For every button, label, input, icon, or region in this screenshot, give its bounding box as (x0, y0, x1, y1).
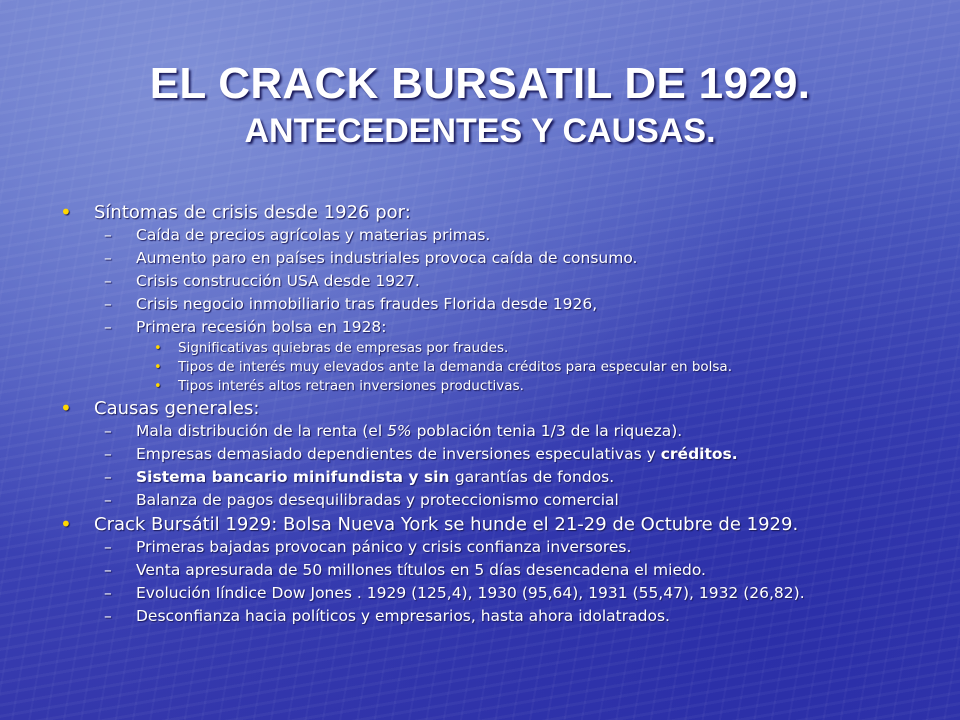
sub-item-text: garantías de fondos. (454, 468, 615, 486)
sub-item (58, 420, 938, 443)
sub-sub-item-text: Tipos de interés muy elevados ante la demanda créditos para especular en bolsa. (178, 359, 733, 375)
sub-item (58, 224, 938, 247)
dash-icon: – (104, 249, 112, 267)
sub-item-text: Empresas demasiado dependientes de inversiones especulativas y (136, 445, 661, 463)
dash-icon: – (104, 445, 112, 463)
bullet-icon: • (154, 360, 162, 375)
dash-icon: – (104, 272, 112, 290)
sub-item-text: Desconfianza hacia políticos y empresarios, hasta ahora idolatrados. (136, 607, 670, 625)
sub-sub-item (58, 358, 938, 377)
dash-icon: – (104, 607, 112, 625)
title-subtitle: ANTECEDENTES Y CAUSAS. (244, 112, 716, 150)
sub-item-text: Mala distribución de la renta (el (136, 422, 388, 440)
bullet-text: Síntomas de crisis desde 1926 por: (94, 202, 411, 223)
bullet-text: Causas generales: (94, 398, 260, 419)
dash-icon: – (104, 538, 112, 556)
sub-item-text: Crisis negocio inmobiliario tras fraudes Florida desde 1926, (136, 295, 598, 313)
dash-icon: – (104, 318, 112, 336)
sub-item-text: Balanza de pagos desequilibradas y proteccionismo comercial (136, 491, 619, 509)
sub-item-emphasis: 5% (387, 422, 412, 440)
sub-item-emphasis: créditos. (660, 445, 738, 463)
dash-icon: – (104, 491, 112, 509)
sub-item (58, 582, 938, 605)
bullet-crack (58, 513, 938, 536)
sub-item (58, 316, 938, 339)
title-main: EL CRACK BURSATIL DE 1929. (149, 59, 811, 108)
sub-item-text: Aumento paro en países industriales provoca caída de consumo. (136, 249, 638, 267)
dash-icon: – (104, 295, 112, 313)
sub-item-text: Primera recesión bolsa en 1928: (136, 318, 387, 336)
sub-item-emphasis: Sistema bancario minifundista y sin (136, 468, 455, 486)
sub-sub-item-text: Tipos interés altos retraen inversiones productivas. (178, 378, 524, 394)
bullet-icon: • (154, 379, 162, 394)
sub-sub-item-text: Significativas quiebras de empresas por fraudes. (178, 340, 509, 356)
bullet-sintomas (58, 201, 938, 224)
sub-item (58, 293, 938, 316)
bullet-list (58, 200, 938, 628)
sub-item-text: Evolución Iíndice Dow Jones . 1929 (125,4), 1930 (95,64), 1931 (55,47), 1932 (26,82). (136, 584, 805, 602)
bullet-icon: • (60, 396, 72, 420)
slide-title (0, 58, 960, 152)
dash-icon: – (104, 422, 112, 440)
bullet-icon: • (154, 341, 162, 356)
sub-item (58, 559, 938, 582)
sub-item (58, 489, 938, 512)
sub-item-text: población tenia 1/3 de la riqueza). (411, 422, 683, 440)
bullet-icon: • (60, 512, 72, 536)
sub-item (58, 536, 938, 559)
sub-sub-item (58, 377, 938, 396)
sub-item-text: Primeras bajadas provocan pánico y crisis confianza inversores. (136, 538, 632, 556)
sub-item (58, 270, 938, 293)
dash-icon: – (104, 468, 112, 486)
sub-item-text: Caída de precios agrícolas y materias primas. (136, 226, 491, 244)
sub-item (58, 443, 938, 466)
sub-item-text: Venta apresurada de 50 millones títulos en 5 días desencadena el miedo. (136, 561, 706, 579)
bullet-icon: • (60, 200, 72, 224)
sub-item-text: Crisis construcción USA desde 1927. (136, 272, 420, 290)
dash-icon: – (104, 584, 112, 602)
bullet-causas (58, 397, 938, 420)
sub-sub-item (58, 339, 938, 358)
sub-item (58, 605, 938, 628)
sub-item (58, 466, 938, 489)
dash-icon: – (104, 561, 112, 579)
dash-icon: – (104, 226, 112, 244)
sub-item (58, 247, 938, 270)
bullet-text: Crack Bursátil 1929: Bolsa Nueva York se hunde el 21-29 de Octubre de 1929. (94, 514, 799, 535)
